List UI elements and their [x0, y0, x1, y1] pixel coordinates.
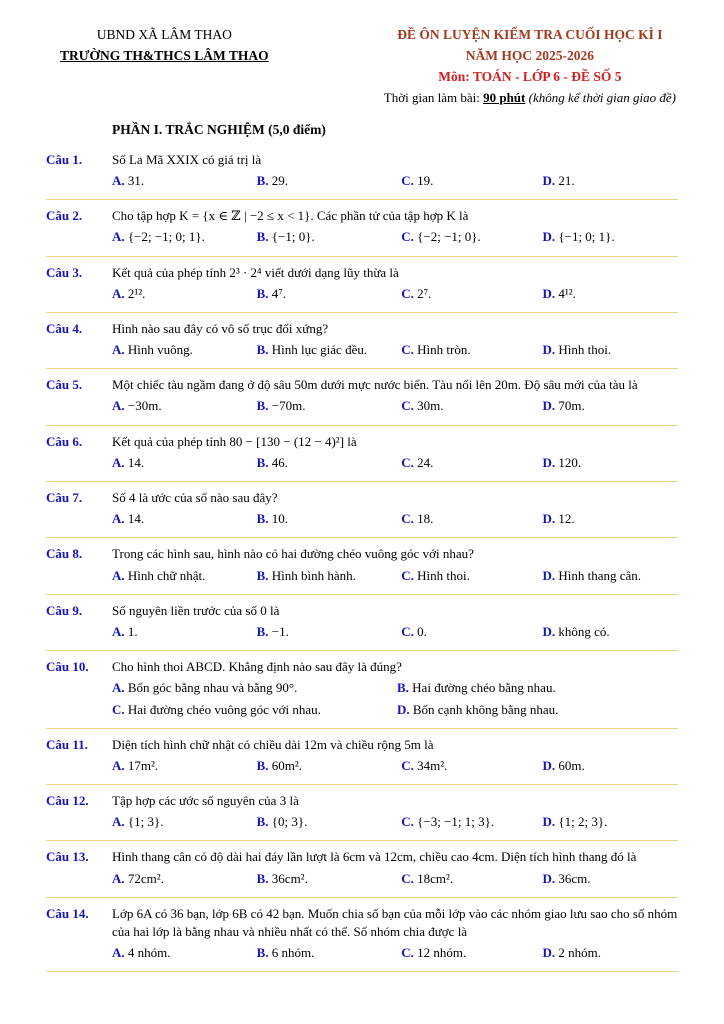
option-d [542, 567, 678, 585]
option-letter: A. [112, 229, 128, 245]
option-letter: C. [401, 567, 418, 583]
question-number: Câu 13. [46, 849, 89, 865]
option-letter: C. [112, 701, 128, 717]
option-a [112, 228, 255, 246]
option-d [397, 701, 678, 719]
options-row [112, 510, 678, 528]
time-line [384, 89, 676, 107]
option-text: 2 nhóm. [558, 945, 601, 961]
option-a [112, 341, 255, 359]
option-letter: C. [401, 398, 418, 414]
option-text: Hình vuông. [127, 342, 193, 358]
question-body [112, 207, 678, 246]
question-body [112, 736, 678, 775]
question-number: Câu 4. [46, 320, 83, 336]
option-text: {1; 2; 3}. [558, 814, 608, 830]
option-b [257, 454, 400, 472]
question-number: Câu 11. [46, 736, 88, 752]
exam-header [46, 26, 678, 107]
option-c [401, 870, 540, 888]
option-text: không có. [558, 623, 610, 639]
question-number: Câu 6. [46, 433, 83, 449]
option-d [542, 454, 678, 472]
question-text: Hình thang cân có độ dài hai đáy lần lượt là 6cm và 12cm, chiều cao 4cm. Diện tích hình thang đó là [112, 849, 637, 865]
school-year: NĂM HỌC 2025-2026 [465, 47, 595, 63]
question-row [46, 595, 678, 651]
option-text: 46. [271, 454, 289, 470]
question-row [46, 313, 678, 369]
option-d [542, 285, 678, 303]
option-b [397, 679, 678, 697]
option-letter: B. [256, 511, 272, 527]
question-text: Cho tập hợp K = {x ∈ ℤ | −2 ≤ x < 1}. Các phần tử của tập hợp K là [112, 208, 469, 224]
option-c [401, 454, 540, 472]
options-row [112, 172, 678, 190]
options-row [112, 813, 678, 831]
option-text: 14. [127, 511, 145, 527]
option-text: {1; 3}. [127, 814, 164, 830]
option-text: 36cm. [558, 870, 591, 886]
option-text: 70m. [558, 398, 585, 414]
question-text: Kết quả của phép tính 2³ · 2⁴ viết dưới dạng lũy thừa là [112, 264, 399, 280]
option-text: Hình lục giác đều. [271, 342, 368, 358]
option-text: Hình thang cân. [558, 567, 642, 583]
option-text: 6 nhóm. [271, 945, 315, 961]
option-letter: C. [401, 229, 418, 245]
school-name: TRƯỜNG TH&THCS LÂM THAO [60, 47, 269, 63]
question-text: Cho hình thoi ABCD. Khẳng định nào sau đây là đúng? [112, 659, 402, 675]
option-d [542, 813, 678, 831]
question-text: Một chiếc tàu ngầm đang ở độ sâu 50m dưới mực nước biển. Tàu nổi lên 20m. Độ sâu mới của tàu là [112, 377, 638, 393]
option-letter: C. [401, 454, 418, 470]
options-row [112, 679, 678, 718]
option-a [112, 679, 395, 697]
option-a [112, 397, 255, 415]
question-text: Tập hợp các ước số nguyên của 3 là [112, 793, 299, 809]
option-c [401, 510, 540, 528]
option-letter: C. [401, 757, 418, 773]
options-row [112, 341, 678, 359]
time-prefix: Thời gian làm bài: [383, 89, 484, 105]
option-text: 17m². [127, 757, 159, 773]
question-body [112, 376, 678, 415]
option-letter: B. [256, 623, 272, 639]
option-letter: D. [542, 623, 559, 639]
question-text: Lớp 6A có 36 bạn, lớp 6B có 42 bạn. Muốn chia số bạn của mỗi lớp vào các nhóm giao lưu sao cho số nhóm của hai lớp là bằng nhau và nhiều nhất có thể. Số nhóm chia được là [112, 905, 678, 939]
option-letter: A. [112, 870, 128, 886]
question-number: Câu 5. [46, 377, 83, 393]
option-letter: D. [542, 454, 559, 470]
question-body [112, 264, 678, 303]
option-b [257, 510, 400, 528]
option-c [401, 285, 540, 303]
option-letter: D. [542, 285, 559, 301]
question-row [46, 257, 678, 313]
option-b [257, 757, 400, 775]
option-a [112, 813, 255, 831]
option-text: 24. [417, 454, 434, 470]
question-text: Số 4 là ước của số nào sau đây? [112, 490, 278, 505]
question-text: Số nguyên liền trước của số 0 là [112, 602, 280, 618]
option-b [257, 944, 400, 962]
subject-line: Môn: TOÁN - LỚP 6 - ĐỀ SỐ 5 [438, 68, 622, 84]
option-text: 12 nhóm. [417, 945, 467, 961]
school-district: UBND XÃ LÂM THAO [96, 27, 232, 42]
option-text: {−1; 0; 1}. [558, 229, 615, 245]
option-text: 18cm². [417, 870, 454, 886]
option-letter: B. [256, 285, 272, 301]
option-letter: A. [112, 567, 128, 583]
option-c [401, 397, 540, 415]
option-d [542, 870, 678, 888]
question-number: Câu 2. [46, 208, 83, 224]
option-letter: B. [256, 398, 272, 414]
option-text: Bốn cạnh không bằng nhau. [412, 701, 559, 717]
section-title: PHẦN I. TRẮC NGHIỆM (5,0 điểm) [112, 121, 326, 137]
option-letter: B. [256, 229, 272, 245]
question-row [46, 482, 678, 538]
option-letter: D. [542, 814, 559, 830]
option-b [257, 228, 400, 246]
option-text: 30m. [417, 398, 444, 414]
options-row [112, 757, 678, 775]
option-a [112, 510, 255, 528]
question-body [112, 602, 678, 641]
options-row [112, 285, 678, 303]
option-d [542, 757, 678, 775]
option-letter: A. [112, 623, 128, 639]
question-number: Câu 10. [46, 659, 89, 675]
option-d [542, 341, 678, 359]
option-letter: A. [112, 398, 128, 414]
options-row [112, 567, 678, 585]
option-text: 0. [417, 623, 427, 639]
question-row [46, 538, 678, 594]
option-letter: A. [112, 945, 128, 961]
option-letter: A. [112, 454, 128, 470]
option-text: 60m. [558, 757, 585, 773]
option-text: 4¹². [558, 285, 576, 301]
option-a [112, 870, 255, 888]
question-text: Kết quả của phép tính 80 − [130 − (12 − 4)²] là [112, 433, 357, 449]
option-c [401, 172, 540, 190]
option-text: 2¹². [127, 285, 146, 301]
option-b [257, 813, 400, 831]
option-c [401, 567, 540, 585]
option-letter: B. [256, 172, 272, 188]
question-text: Trong các hình sau, hình nào có hai đường chéo vuông góc với nhau? [112, 546, 474, 562]
option-text: 12. [558, 511, 575, 527]
option-a [112, 172, 255, 190]
option-letter: A. [112, 814, 128, 830]
option-a [112, 944, 255, 962]
questions-list [46, 144, 678, 973]
question-number: Câu 12. [46, 793, 89, 809]
question-number: Câu 7. [46, 490, 83, 505]
question-text: Diện tích hình chữ nhật có chiều dài 12m và chiều rộng 5m là [112, 736, 434, 752]
option-text: Hai đường chéo bằng nhau. [412, 680, 556, 696]
option-letter: C. [401, 511, 418, 527]
option-c [401, 341, 540, 359]
option-letter: D. [397, 701, 413, 717]
option-text: 29. [271, 172, 289, 188]
option-text: 72cm². [127, 870, 164, 886]
option-a [112, 567, 255, 585]
option-letter: B. [256, 342, 272, 358]
option-letter: D. [542, 398, 559, 414]
option-b [257, 172, 400, 190]
option-text: 60m². [271, 757, 303, 773]
option-letter: B. [256, 870, 272, 886]
option-letter: B. [397, 680, 413, 696]
options-row [112, 623, 678, 641]
question-row [46, 426, 678, 482]
option-d [542, 944, 678, 962]
question-row [46, 785, 678, 841]
option-text: 4⁷. [271, 285, 287, 301]
option-a [112, 623, 255, 641]
option-c [112, 701, 395, 719]
option-d [542, 228, 678, 246]
option-text: {0; 3}. [271, 814, 308, 830]
option-letter: C. [401, 285, 418, 301]
options-row [112, 397, 678, 415]
question-row [46, 200, 678, 256]
option-text: 36cm². [271, 870, 308, 886]
option-text: {−3; −1; 1; 3}. [417, 814, 495, 830]
option-c [401, 813, 540, 831]
option-letter: B. [256, 814, 272, 830]
option-letter: B. [256, 945, 272, 961]
question-body [112, 545, 678, 584]
option-text: 2⁷. [417, 285, 432, 301]
option-letter: C. [401, 342, 418, 358]
option-letter: C. [401, 814, 418, 830]
option-d [542, 510, 678, 528]
option-text: Hai đường chéo vuông góc với nhau. [127, 701, 321, 717]
option-letter: A. [112, 757, 128, 773]
option-b [257, 285, 400, 303]
option-d [542, 172, 678, 190]
option-c [401, 757, 540, 775]
option-letter: A. [112, 680, 128, 696]
option-b [257, 567, 400, 585]
question-body [112, 433, 678, 472]
options-row [112, 228, 678, 246]
question-body [112, 848, 678, 887]
header-right-block [384, 26, 676, 107]
option-text: 21. [558, 172, 575, 188]
option-letter: D. [542, 229, 559, 245]
option-text: {−2; −1; 0; 1}. [127, 229, 205, 245]
question-body [112, 320, 678, 359]
question-body [112, 658, 678, 719]
option-letter: B. [256, 454, 272, 470]
option-text: −70m. [271, 398, 306, 414]
option-text: 1. [127, 623, 138, 639]
option-letter: C. [401, 623, 418, 639]
question-text: Hình nào sau đây có vô số trục đối xứng? [112, 320, 329, 336]
option-letter: D. [542, 511, 559, 527]
options-row [112, 870, 678, 888]
question-text: Số La Mã XXIX có giá trị là [112, 151, 262, 167]
option-c [401, 623, 540, 641]
option-b [257, 870, 400, 888]
option-letter: D. [542, 342, 559, 358]
exam-title: ĐỀ ÔN LUYỆN KIỂM TRA CUỐI HỌC KÌ I [397, 27, 663, 42]
option-letter: D. [542, 757, 559, 773]
option-text: {−1; 0}. [271, 229, 315, 245]
option-text: Bốn góc bằng nhau và bằng 90°. [127, 680, 298, 696]
question-number: Câu 3. [46, 264, 83, 280]
options-row [112, 944, 678, 962]
option-letter: B. [256, 757, 272, 773]
option-letter: D. [542, 870, 559, 886]
option-c [401, 944, 540, 962]
option-text: −30m. [127, 398, 162, 414]
option-text: Hình bình hành. [271, 567, 356, 583]
option-d [542, 623, 678, 641]
option-letter: C. [401, 870, 418, 886]
option-b [257, 341, 400, 359]
option-text: 31. [127, 172, 145, 188]
option-text: 14. [127, 454, 145, 470]
option-text: 4 nhóm. [127, 945, 171, 961]
option-letter: C. [401, 172, 418, 188]
question-row [46, 369, 678, 425]
option-letter: D. [542, 945, 559, 961]
time-note: (không kể thời gian giao đề) [525, 89, 676, 105]
question-row [46, 841, 678, 897]
question-number: Câu 14. [46, 905, 89, 921]
header-left-block [60, 26, 269, 66]
option-b [257, 623, 400, 641]
question-row [46, 651, 678, 729]
option-letter: A. [112, 511, 128, 527]
option-letter: B. [256, 567, 272, 583]
option-text: Hình chữ nhật. [127, 567, 206, 583]
option-text: 19. [417, 172, 434, 188]
question-row [46, 144, 678, 200]
option-text: Hình thoi. [558, 342, 612, 358]
option-text: Hình tròn. [417, 342, 471, 358]
options-row [112, 454, 678, 472]
option-text: Hình thoi. [417, 567, 470, 583]
question-number: Câu 8. [46, 546, 83, 562]
option-letter: A. [112, 285, 128, 301]
option-text: 34m². [417, 757, 448, 773]
option-a [112, 454, 255, 472]
question-body [112, 792, 678, 831]
question-number: Câu 9. [46, 602, 83, 618]
question-number: Câu 1. [46, 151, 83, 167]
option-letter: D. [542, 172, 559, 188]
option-a [112, 285, 255, 303]
option-letter: A. [112, 342, 128, 358]
option-text: 10. [271, 511, 289, 527]
option-a [112, 757, 255, 775]
option-text: {−2; −1; 0}. [417, 229, 481, 245]
option-c [401, 228, 540, 246]
question-body [112, 151, 678, 190]
option-text: 120. [558, 454, 582, 470]
option-letter: A. [112, 172, 128, 188]
question-body [112, 489, 678, 528]
time-duration: 90 phút [483, 89, 526, 105]
option-letter: C. [401, 945, 418, 961]
option-text: 18. [417, 511, 434, 527]
option-text: −1. [271, 623, 289, 639]
option-b [257, 397, 400, 415]
question-row [46, 729, 678, 785]
question-row [46, 898, 678, 973]
question-body [112, 905, 678, 963]
option-letter: D. [542, 567, 559, 583]
option-d [542, 397, 678, 415]
